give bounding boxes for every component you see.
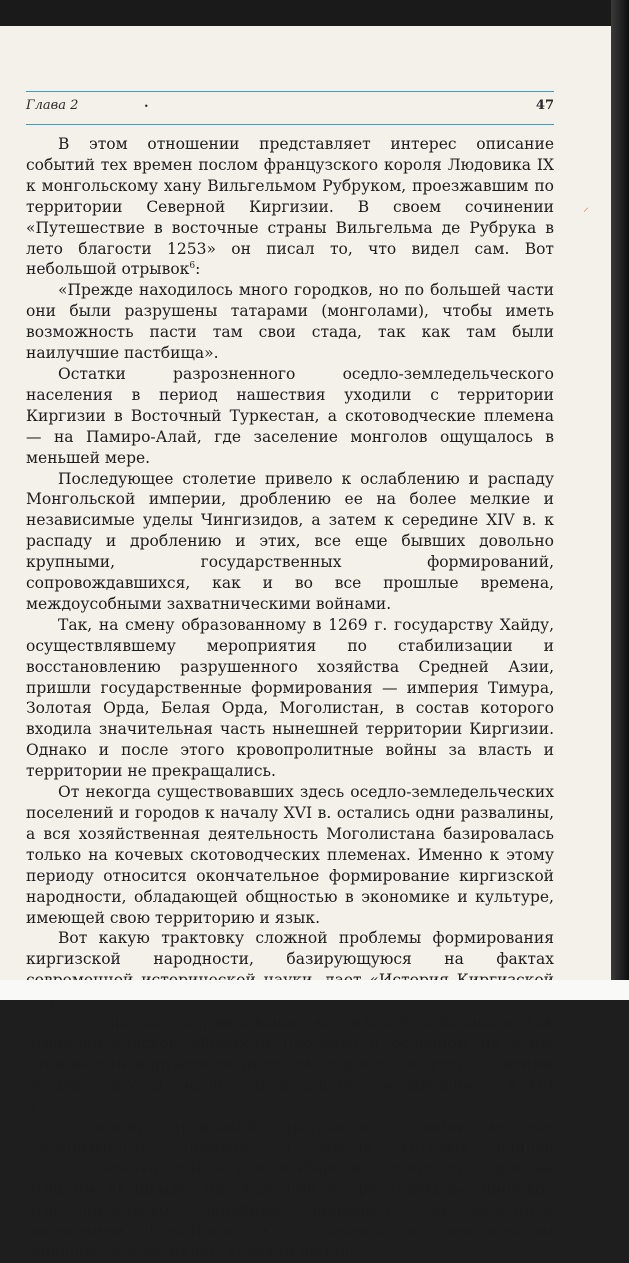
paragraph-6: От некогда существовавших здесь оседло-земледельческих поселений и городов к началу XVI в. остались одни развалины, а вся хозяйственная деятельность Моголистана базировалась только на кочевых скотоводческих племенах. Именно к этому периоду относится окончательное формирование киргизской народности, обладающей общностью в экономике и культуре, имеющей свою территорию и язык. [26,782,554,928]
footnote-ref-6: 6 [189,261,195,271]
footnote-ref-7: 7 [70,993,76,1003]
scan-top-edge [0,0,629,26]
scan-right-edge [611,0,629,1000]
paragraph-3: Остатки разрозненного оседло-земледельческого населения в период нашествия уходили с территории Киргизии в Восточный Туркестан, а скотоводческие племена — на Памиро-Алай, где заселение монголов ощущалось в меньшей мере. [26,364,554,469]
paragraph-9: — основу киргизской народности составили местные тюркоязычные племена, в состав которых влился центральноазиатский и южносибирский компонент; древний этноним «кыргыз», приобретший в средневековье широкое этнополитическое значение, закрепился за коренным населением Тянь-Шаня и сохранился в самоназвании [26,1117,554,1263]
header-bottom-rule [26,124,554,125]
page-number: 47 [536,98,554,113]
scan-bottom-edge [0,980,629,1000]
margin-mark-icon: ⸝ [583,198,589,215]
paragraph-7: Вот какую трактовку сложной проблемы формирования киргизской народности, базирующуюся на фактах современной исторической науки, дает «История Киргизской ССР»$^7$: [26,928,554,1012]
header-top-rule [26,91,554,92]
paragraph-1: В этом отношении представляет интерес описание событий тех времен послом французского короля Людовика IX к монгольскому хану Вильгельмом Рубруком, проезжавшим по территории Северной Киргизии. В своем сочинении «Путешествие в восточные страны Вильгельма де Рубрука в лето благости 1253» он писал то, что видел сам. Вот небольшой отрывок$^6$: [26,134,554,280]
paragraph-5: Так, на смену образованному в 1269 г. государству Хайду, осуществлявшему мероприятия по стабилизации и восстановлению разрушенного хозяйства Средней Азии, пришли государственные формирования — империя Тимура, Золотая Орда, Белая Орда, Моголистан, в состав которого входила значительная часть нынешней территории Киргизии. Однако и после этого кровопролитные войны за власть и территории не прекращались. [26,615,554,782]
paragraph-8: « — процесс формирования киргизской народности как этнополитической общности протекал в основном на ныне занимаемой киргизским народом территории, уходит своими истоками в 2—3-тысячелетнюю давность, и завершился к XVI в.; [26,1012,554,1117]
page-body [26,134,554,1263]
paragraph-2: «Прежде находилось много городков, но по большей части они были разрушены татарами (монголами), чтобы иметь возможность пасти там свои стада, так как там были наилучшие пастбища». [26,280,554,364]
header-dot: . [144,96,149,111]
chapter-label: Глава 2 [26,98,78,113]
paragraph-4: Последующее столетие привело к ослаблению и распаду Монгольской империи, дроблению ее на более мелкие и независимые уделы Чингизидов, а затем к середине XIV в. к распаду и дроблению и этих, все еще бывших довольно крупными, государственных формирований, сопровождавшихся, как и во все прошлые времена, междоусобными захватническими войнами. [26,469,554,615]
running-header [26,98,554,118]
